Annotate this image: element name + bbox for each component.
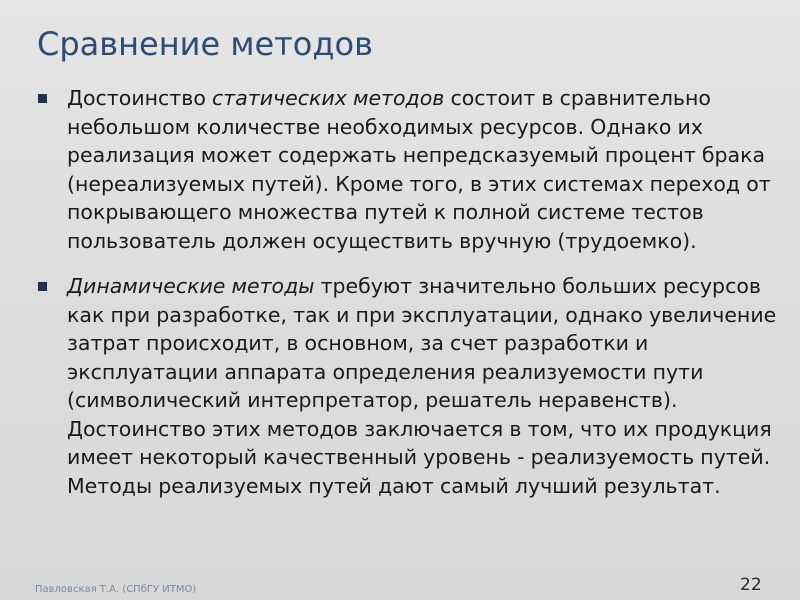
slide-content	[37, 84, 777, 500]
square-bullet-icon	[38, 94, 47, 103]
footer-author: Павловская Т.А. (СПбГУ ИТМО)	[35, 584, 197, 595]
square-bullet-icon	[38, 282, 47, 291]
bullet-emphasis-text: статических методов	[212, 86, 445, 110]
bullet-emphasis-text: Динамические методы	[67, 274, 315, 298]
bullet-lead-text: Достоинство	[67, 86, 212, 110]
slide-title: Сравнение методов	[37, 25, 373, 63]
bullet-text	[67, 274, 776, 498]
bullet-item-dynamic-methods	[37, 272, 777, 500]
bullet-text	[67, 86, 771, 253]
slide-number: 22	[740, 575, 762, 595]
bullet-body-text: состоит в сравнительно небольшом количестве необходимых ресурсов. Однако их реализация может содержать непредсказуемый процент брака (нереализуемых путей). Кроме того, в этих системах переход от покрывающего множества путей к полной системе тестов пользователь должен осуществить вручную (трудоемко).	[67, 86, 771, 253]
bullet-item-static-methods	[37, 84, 777, 255]
bullet-body-text: требуют значительно больших ресурсов как при разработке, так и при эксплуатации, однако увеличение затрат происходит, в основном, за счет разработки и эксплуатации аппарата определения реализуемости пути (символический интерпретатор, решатель неравенств). Достоинство этих методов заключается в том, что их продукция имеет некоторый качественный уровень - реализуемость путей. Методы реализуемых путей дают самый лучший результат.	[67, 274, 777, 498]
